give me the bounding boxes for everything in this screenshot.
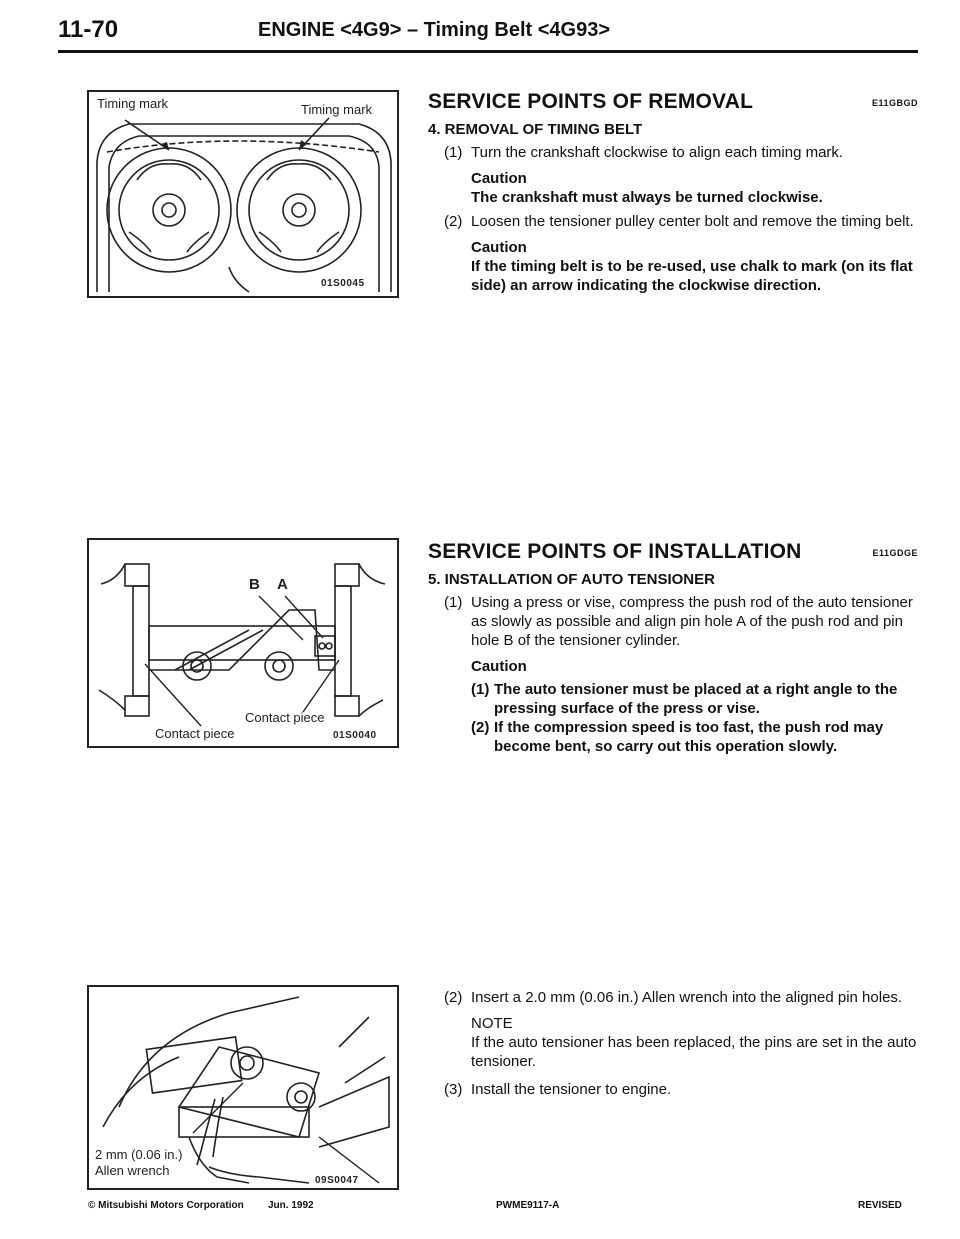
installation-step-3 (428, 1080, 918, 1099)
pin-hole-a-label: A (277, 576, 288, 593)
caution-item-text: If the compression speed is too fast, the push rod may become bent, so carry out this operation slowly. (494, 719, 884, 755)
contact-piece-label-lower: Contact piece (155, 726, 235, 741)
step-number: (1) (444, 594, 463, 611)
step-text: Insert a 2.0 mm (0.06 in.) Allen wrench into the aligned pin holes. (471, 989, 903, 1006)
page-title: ENGINE <4G9> – Timing Belt <4G93> (258, 19, 611, 41)
revision-status: REVISED (858, 1200, 902, 1211)
allen-wrench-size-label: 2 mm (0.06 in.) (95, 1147, 183, 1162)
header-rule (58, 50, 918, 53)
installation-heading: SERVICE POINTS OF INSTALLATION (428, 540, 802, 563)
allen-wrench-label: Allen wrench (95, 1163, 170, 1178)
step-number: (2) (444, 213, 463, 230)
step-text: Install the tensioner to engine. (471, 1081, 672, 1098)
installation-section (428, 540, 918, 756)
step-number: (2) (444, 989, 463, 1006)
step-number: (1) (444, 144, 463, 161)
page-number: 11-70 (58, 16, 119, 43)
caution-item-2 (428, 718, 918, 756)
pin-hole-b-label: B (249, 576, 260, 593)
document-code: PWME9117-A (496, 1200, 560, 1211)
step-text: Using a press or vise, compress the push rod of the auto tensioner as slowly as possible and align pin hole A of the push rod and pin hole B of the tensioner cylinder. (471, 594, 913, 649)
copyright-text: © Mitsubishi Motors Corporation (88, 1200, 244, 1211)
contact-piece-label-upper: Contact piece (245, 710, 325, 725)
timing-mark-label-left: Timing mark (97, 96, 169, 111)
caution-block (428, 169, 918, 207)
caution-title: Caution (471, 239, 527, 256)
note-title: NOTE (471, 1015, 513, 1032)
allen-wrench-figure (87, 985, 399, 1190)
caution-item-text: The auto tensioner must be placed at a right angle to the pressing surface of the press or vise. (494, 681, 898, 717)
removal-heading: SERVICE POINTS OF REMOVAL (428, 90, 754, 113)
installation-step-1 (428, 593, 918, 650)
timing-mark-label-right: Timing mark (301, 102, 373, 117)
figure-code: 01S0045 (321, 278, 365, 289)
section-code: E11GBGD (871, 98, 918, 108)
caution-block (428, 238, 918, 295)
section-code: E11GDGE (872, 548, 918, 558)
footer-date: Jun. 1992 (268, 1200, 314, 1211)
timing-mark-figure (87, 90, 399, 298)
removal-step-2 (428, 212, 918, 231)
note-text: If the auto tensioner has been replaced, the pins are set in the auto tensioner. (471, 1034, 917, 1070)
auto-tensioner-vise-figure (87, 538, 399, 748)
removal-step-1 (428, 143, 918, 162)
camshaft-sprockets-illustration (89, 92, 397, 296)
figure-code: 01S0040 (333, 730, 377, 741)
caution-title: Caution (471, 658, 527, 675)
caution-block (428, 657, 918, 676)
step-text: Turn the crankshaft clockwise to align each timing mark. (471, 144, 844, 161)
removal-subheading: 4. REMOVAL OF TIMING BELT (428, 121, 643, 138)
tensioner-in-press-illustration (89, 540, 397, 746)
caution-item-number: (2) (471, 719, 490, 736)
figure-code: 09S0047 (315, 1175, 359, 1186)
page-header (58, 14, 918, 52)
caution-text: The crankshaft must always be turned clockwise. (471, 189, 823, 206)
removal-section (428, 90, 918, 295)
caution-item-1 (428, 680, 918, 718)
caution-item-number: (1) (471, 681, 490, 698)
step-number: (3) (444, 1081, 463, 1098)
step-text: Loosen the tensioner pulley center bolt and remove the timing belt. (471, 213, 914, 230)
installation-subheading: 5. INSTALLATION OF AUTO TENSIONER (428, 571, 715, 588)
caution-title: Caution (471, 170, 527, 187)
caution-text: If the timing belt is to be re-used, use chalk to mark (on its flat side) an arrow indicating the clockwise direction. (471, 258, 913, 294)
note-block (428, 1014, 918, 1071)
installation-continued-section (428, 988, 918, 1099)
installation-step-2 (428, 988, 918, 1007)
